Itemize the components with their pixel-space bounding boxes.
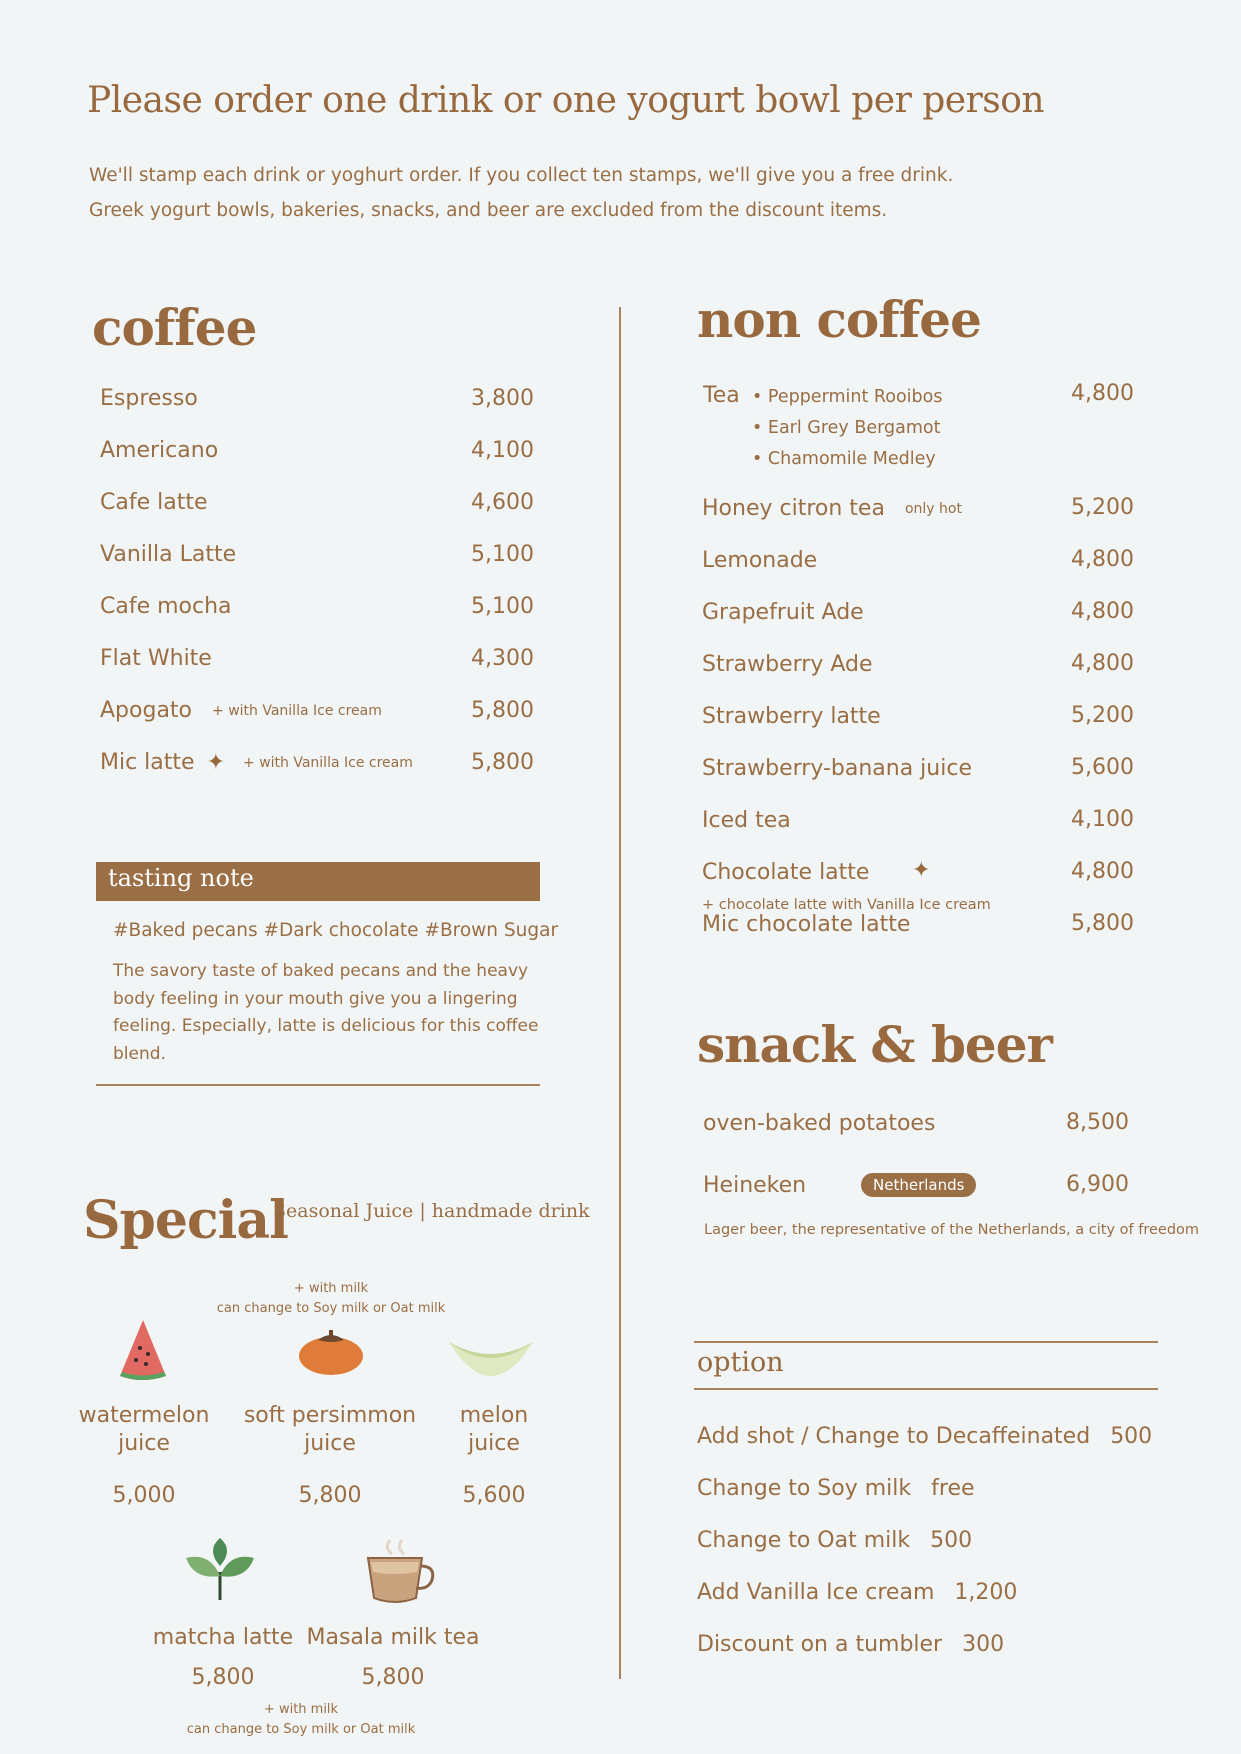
- milk-note-line: can change to Soy milk or Oat milk: [186, 1722, 416, 1737]
- item-price: 8,500: [1066, 1110, 1129, 1135]
- badge-label: Netherlands: [861, 1173, 976, 1197]
- menu-item: [703, 1111, 935, 1136]
- beer-description: Lager beer, the representative of the Netherlands, a city of freedom: [704, 1222, 1200, 1238]
- option-name: Change to Soy milk: [697, 1476, 912, 1501]
- item-name: Strawberry Ade: [702, 652, 873, 677]
- item-price: 4,800: [1071, 651, 1134, 676]
- item-price: 5,200: [1071, 703, 1134, 728]
- special-item-name: watermelon: [78, 1403, 210, 1428]
- tea-varieties: [752, 382, 942, 475]
- special-item-masala: Masala milk tea: [306, 1625, 480, 1650]
- header-note-2: Greek yogurt bowls, bakeries, snacks, and beer are excluded from the discount items.: [89, 200, 888, 221]
- item-price: 5,100: [471, 594, 534, 619]
- item-name: Grapefruit Ade: [702, 600, 864, 625]
- menu-item: [100, 594, 232, 619]
- item-name: Cafe latte: [100, 490, 208, 515]
- item-note: only hot: [904, 500, 962, 517]
- option-top-line: [694, 1341, 1158, 1343]
- item-price: 5,800: [1071, 911, 1134, 936]
- origin-badge: [861, 1173, 976, 1197]
- special-item-matcha: matcha latte: [152, 1625, 294, 1650]
- item-note: + with Vanilla Ice cream: [243, 754, 413, 771]
- special-item-melon: [414, 1402, 574, 1458]
- item-name: Iced tea: [702, 808, 791, 833]
- item-name: Cafe mocha: [100, 594, 232, 619]
- option-name: Add Vanilla Ice cream: [697, 1580, 935, 1605]
- item-name: Flat White: [100, 646, 212, 671]
- diamond-icon: ✦: [912, 858, 931, 883]
- item-name: Vanilla Latte: [100, 542, 237, 567]
- option-item: [697, 1424, 1152, 1449]
- tea-variety: • Earl Grey Bergamot: [752, 418, 941, 438]
- item-price: 5,600: [1071, 755, 1134, 780]
- menu-item: [100, 438, 218, 463]
- special-item-name: melon: [459, 1403, 529, 1428]
- page-title: Please order one drink or one yogurt bowl per person: [87, 80, 1045, 121]
- menu-item: [702, 704, 881, 729]
- item-price: 5,100: [471, 542, 534, 567]
- option-bottom-line: [694, 1388, 1158, 1390]
- menu-item: [100, 698, 382, 723]
- tasting-description: [113, 958, 538, 1068]
- special-milk-note: [200, 1279, 462, 1319]
- tasting-line: blend.: [113, 1043, 166, 1064]
- tea-variety: • Chamomile Medley: [752, 449, 936, 469]
- item-price: 5,800: [471, 750, 534, 775]
- option-item: [697, 1528, 972, 1553]
- option-name: Change to Oat milk: [697, 1528, 911, 1553]
- menu-item: [100, 750, 413, 775]
- menu-item: [703, 1173, 806, 1198]
- special-item-name: juice: [304, 1431, 356, 1456]
- item-name: Honey citron tea: [702, 496, 885, 521]
- tasting-tags: #Baked pecans #Dark chocolate #Brown Sugar: [113, 920, 559, 941]
- tea-variety: • Peppermint Rooibos: [752, 387, 943, 407]
- menu-item: [702, 548, 817, 573]
- option-item: [697, 1580, 1017, 1605]
- tasting-line: body feeling in your mouth give you a lingering: [113, 988, 518, 1009]
- melon-icon: [447, 1340, 535, 1380]
- item-price: 4,600: [471, 490, 534, 515]
- item-price: 5,800: [471, 698, 534, 723]
- option-price: free: [931, 1476, 975, 1501]
- item-name: Heineken: [703, 1173, 807, 1198]
- item-name: Mic chocolate latte: [702, 912, 911, 937]
- menu-item: [702, 912, 910, 937]
- item-price: 4,800: [1071, 599, 1134, 624]
- watermelon-icon: [118, 1318, 168, 1384]
- menu-item: [100, 386, 198, 411]
- tasting-line: feeling. Especially, latte is delicious for this coffee: [113, 1016, 539, 1036]
- item-name: oven-baked potatoes: [703, 1111, 936, 1136]
- item-name: Espresso: [100, 386, 198, 411]
- option-price: 500: [930, 1528, 973, 1553]
- item-price: 4,800: [1071, 381, 1134, 406]
- menu-item: [702, 600, 864, 625]
- item-price: 4,300: [471, 646, 534, 671]
- menu-item: [702, 756, 972, 781]
- special-item-name: soft persimmon: [243, 1403, 417, 1428]
- item-price: 6,900: [1066, 1172, 1129, 1197]
- item-price: 4,800: [1071, 547, 1134, 572]
- coffee-section-title: coffee: [92, 298, 257, 357]
- persimmon-icon: [298, 1328, 364, 1376]
- item-note: + chocolate latte with Vanilla Ice cream: [702, 897, 991, 913]
- option-item: [697, 1632, 1004, 1657]
- special-section-title: Special: [83, 1190, 288, 1251]
- item-note: + with Vanilla Ice cream: [212, 702, 382, 719]
- special-price: 5,800: [191, 1665, 255, 1690]
- menu-item: [702, 808, 791, 833]
- tea-cup-icon: [362, 1536, 436, 1606]
- option-price: 500: [1110, 1424, 1153, 1449]
- tasting-note-title: tasting note: [108, 864, 254, 892]
- special-price: 5,000: [112, 1483, 176, 1508]
- item-name: Strawberry latte: [702, 704, 881, 729]
- item-price: 4,100: [471, 438, 534, 463]
- menu-item: [702, 496, 962, 521]
- option-section-title: option: [697, 1347, 784, 1378]
- item-name: Strawberry-banana juice: [702, 756, 972, 781]
- special-item-name: juice: [468, 1431, 520, 1456]
- item-price: 4,800: [1071, 859, 1134, 884]
- special-item-persimmon: [230, 1402, 430, 1458]
- item-price: 4,100: [1071, 807, 1134, 832]
- item-name: Americano: [100, 438, 219, 463]
- option-price: 1,200: [954, 1580, 1018, 1605]
- milk-note-line: + with milk: [263, 1702, 339, 1717]
- item-name: Mic latte: [100, 750, 195, 775]
- milk-note-line: can change to Soy milk or Oat milk: [216, 1301, 446, 1316]
- special-price: 5,800: [298, 1483, 362, 1508]
- item-price: 3,800: [471, 386, 534, 411]
- tasting-line: The savory taste of baked pecans and the heavy: [113, 961, 529, 981]
- option-price: 300: [962, 1632, 1005, 1657]
- menu-item: [100, 646, 212, 671]
- item-name: Apogato: [100, 698, 193, 723]
- item-name: Lemonade: [702, 548, 818, 573]
- header-note-1: We'll stamp each drink or yoghurt order. If you collect ten stamps, we'll give you a free drink.: [89, 165, 954, 186]
- special-item-watermelon: [64, 1402, 224, 1458]
- menu-item: [100, 542, 236, 567]
- special-price: 5,600: [462, 1483, 526, 1508]
- option-name: Discount on a tumbler: [697, 1632, 943, 1657]
- item-price: 5,200: [1071, 495, 1134, 520]
- non-coffee-section-title: non coffee: [697, 290, 981, 349]
- tasting-divider: [96, 1084, 540, 1086]
- diamond-icon: ✦: [206, 750, 226, 775]
- item-name: Chocolate latte: [702, 860, 870, 885]
- special-milk-note-bottom: [170, 1700, 432, 1740]
- column-divider: [619, 307, 621, 1679]
- milk-note-line: + with milk: [293, 1281, 369, 1296]
- tea-name: Tea: [703, 383, 740, 408]
- special-price: 5,800: [361, 1665, 425, 1690]
- menu-item: [100, 490, 208, 515]
- special-item-name: juice: [118, 1431, 170, 1456]
- tea-leaf-icon: [184, 1536, 256, 1602]
- snack-section-title: snack & beer: [697, 1015, 1052, 1074]
- option-name: Add shot / Change to Decaffeinated: [697, 1424, 1091, 1449]
- menu-item: [702, 860, 869, 885]
- option-item: [697, 1476, 975, 1501]
- menu-item: [702, 652, 873, 677]
- special-subtitle: Seasonal Juice | handmade drink: [273, 1200, 590, 1222]
